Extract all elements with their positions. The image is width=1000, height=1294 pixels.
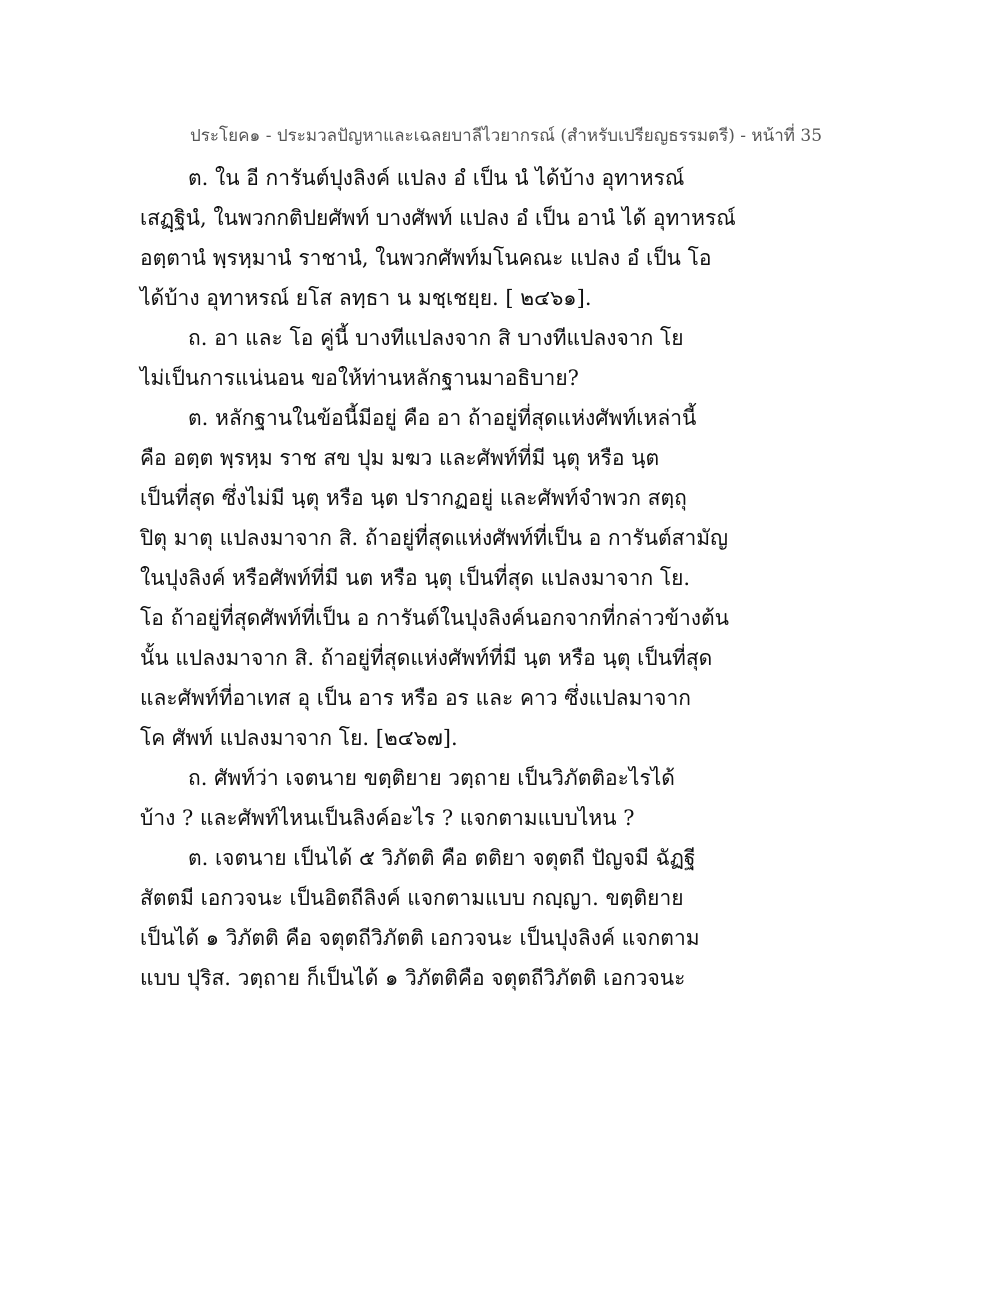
- paragraph-line: เป็นที่สุด ซึ่งไม่มี นฺตุ หรือ นฺต ปรากฏอยู่ และศัพท์จำพวก สตฺถุ: [140, 486, 687, 510]
- paragraph-line: ต. เจตนาย เป็นได้ ๕ วิภัตติ คือ ตติยา จตุตถี ปัญจมี ฉัฏฐี: [188, 846, 696, 870]
- body-text: [140, 158, 736, 998]
- paragraph-line: อตฺตานํ พฺรหฺมานํ ราชานํ, ในพวกศัพท์มโนคณะ แปลง อํ เป็น โอ: [140, 246, 712, 270]
- paragraph-line: ไม่เป็นการแน่นอน ขอให้ท่านหลักฐานมาอธิบาย?: [140, 366, 579, 390]
- paragraph-line: เสฏฺฐินํ, ในพวกกติปยศัพท์ บางศัพท์ แปลง อํ เป็น อานํ ได้ อุทาหรณ์: [140, 206, 736, 230]
- paragraph-line: สัตตมี เอกวจนะ เป็นอิตถีลิงค์ แจกตามแบบ กญฺญา. ขตฺติยาย: [140, 886, 684, 910]
- paragraph-line: โค ศัพท์ แปลงมาจาก โย. [๒๔๖๗].: [140, 726, 458, 750]
- paragraph-line: ในปุงลิงค์ หรือศัพท์ที่มี นต หรือ นฺตุ เป็นที่สุด แปลงมาจาก โย.: [140, 566, 691, 590]
- paragraph-line: และศัพท์ที่อาเทส อุ เป็น อาร หรือ อร และ คาว ซึ่งแปลมาจาก: [140, 686, 691, 710]
- paragraph-line: ได้บ้าง อุทาหรณ์ ยโส ลทฺธา น มชฺเชยฺย. [ ๒๔๖๑].: [140, 286, 592, 310]
- paragraph-line: ต. หลักฐานในข้อนี้มีอยู่ คือ อา ถ้าอยู่ที่สุดแห่งศัพท์เหล่านี้: [188, 406, 697, 430]
- paragraph-line: ถ. อา และ โอ คู่นี้ บางทีแปลงจาก สิ บางทีแปลงจาก โย: [188, 326, 684, 350]
- running-header: ประโยค๑ - ประมวลปัญหาและเฉลยบาลีไวยากรณ์ (สำหรับเปรียญธรรมตรี) - หน้าที่ 35: [190, 126, 823, 146]
- paragraph-line: บ้าง ? และศัพท์ไหนเป็นลิงค์อะไร ? แจกตามแบบไหน ?: [140, 806, 635, 830]
- paragraph-line: เป็นได้ ๑ วิภัตติ คือ จตุตถีวิภัตติ เอกวจนะ เป็นปุงลิงค์ แจกตาม: [140, 926, 700, 950]
- paragraph-line: โอ ถ้าอยู่ที่สุดศัพท์ที่เป็น อ การันต์ในปุงลิงค์นอกจากที่กล่าวข้างต้น: [140, 606, 730, 630]
- paragraph-line: แบบ ปุริส. วตฺถาย ก็เป็นได้ ๑ วิภัตติคือ จตุตถีวิภัตติ เอกวจนะ: [140, 966, 686, 990]
- paragraph-line: ถ. ศัพท์ว่า เจตนาย ขตฺติยาย วตฺถาย เป็นวิภัตติอะไรได้: [188, 766, 675, 790]
- paragraph-line: คือ อตฺต พฺรหฺม ราช สข ปุม มฆว และศัพท์ที่มี นฺตุ หรือ นฺต: [140, 446, 660, 470]
- paragraph-line: ต. ใน อี การันต์ปุงลิงค์ แปลง อํ เป็น นํ ได้บ้าง อุทาหรณ์: [188, 166, 685, 190]
- paragraph-line: ปิตุ มาตุ แปลงมาจาก สิ. ถ้าอยู่ที่สุดแห่งศัพท์ที่เป็น อ การันต์สามัญ: [140, 526, 729, 550]
- paragraph-line: นั้น แปลงมาจาก สิ. ถ้าอยู่ที่สุดแห่งศัพท์ที่มี นฺต หรือ นฺตุ เป็นที่สุด: [140, 646, 713, 670]
